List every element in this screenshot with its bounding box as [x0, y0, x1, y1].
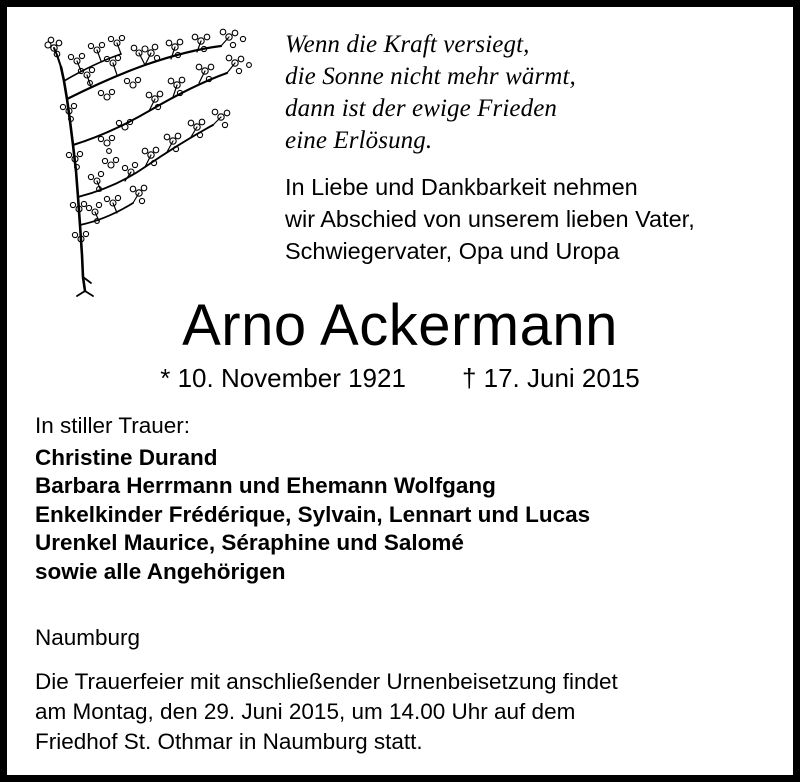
service-line-2: am Montag, den 29. Juni 2015, um 14.00 Uhr auf dem: [35, 699, 576, 724]
mourner-line: Barbara Herrmann und Ehemann Wolfgang: [35, 473, 496, 498]
death-date: † 17. Juni 2015: [461, 363, 640, 393]
intro-line-2: wir Abschied von unserem lieben Vater,: [285, 206, 695, 232]
deceased-name: Arno Ackermann: [182, 293, 618, 358]
life-dates: [7, 363, 793, 393]
place-name: Naumburg: [35, 625, 141, 650]
verse-line-3: dann ist der ewige Frieden: [285, 95, 557, 122]
service-details: [35, 667, 780, 757]
mourners-block: [35, 412, 775, 586]
verse-line-4: eine Erlösung.: [285, 127, 433, 154]
intro-block: [285, 171, 795, 267]
verse-block: [285, 29, 785, 157]
intro-line-1: In Liebe und Dankbarkeit nehmen: [285, 174, 638, 200]
intro-line-3: Schwiegervater, Opa und Uropa: [285, 238, 620, 264]
service-line-3: Friedhof St. Othmar in Naumburg statt.: [35, 729, 423, 754]
mourners-names: [35, 444, 775, 587]
blossom-branch-illustration: [21, 15, 291, 305]
mourners-lead: In stiller Trauer:: [35, 413, 191, 438]
verse-line-2: die Sonne nicht mehr wärmt,: [285, 63, 576, 90]
birth-date: * 10. November 1921: [160, 363, 406, 393]
mourner-line: sowie alle Angehörigen: [35, 558, 286, 584]
mourner-line: Enkelkinder Frédérique, Sylvain, Lennart und Lucas: [35, 501, 591, 527]
mourner-line: Christine Durand: [35, 444, 218, 470]
mourner-line: Urenkel Maurice, Séraphine und Salomé: [35, 530, 464, 555]
service-line-1: Die Trauerfeier mit anschließender Urnenbeisetzung findet: [35, 669, 618, 694]
verse-line-1: Wenn die Kraft versiegt,: [285, 31, 530, 58]
notice-inner: [7, 7, 793, 775]
